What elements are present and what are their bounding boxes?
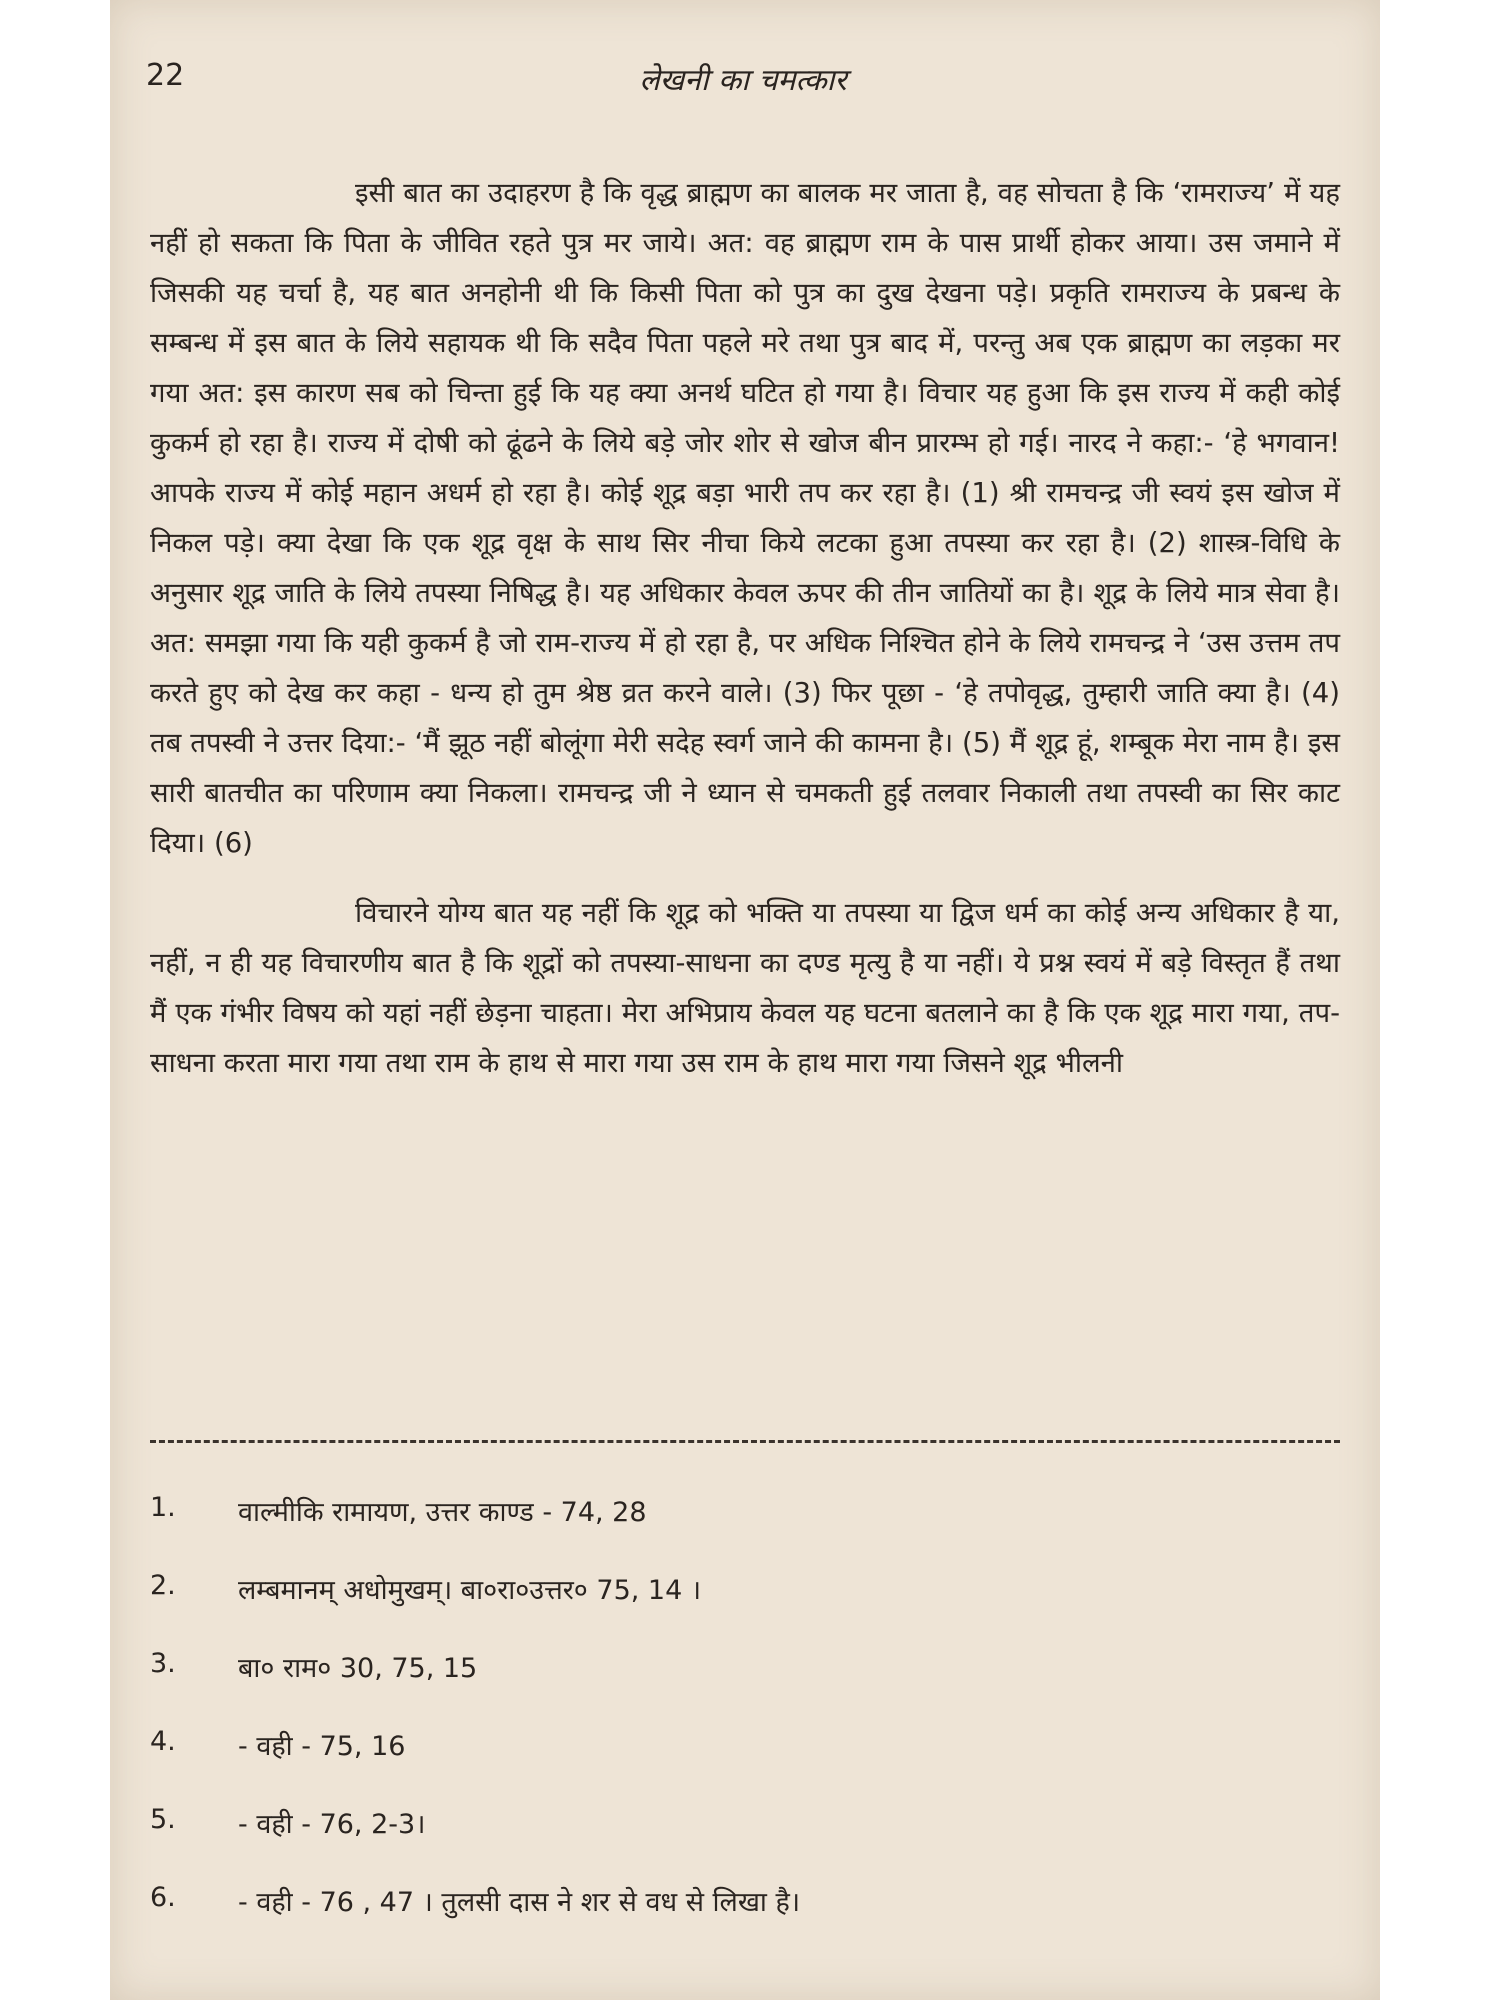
- running-title: लेखनी का चमत्कार: [639, 63, 847, 98]
- footnote: [150, 1882, 1340, 1960]
- footnote-number: 5.: [150, 1804, 176, 1835]
- footnote-text: - वही - 75, 16: [238, 1731, 406, 1762]
- paragraph: इसी बात का उदाहरण है कि वृद्ध ब्राह्मण का बालक मर जाता है, वह सोचता है कि ‘रामराज्य’ में यह नहीं हो सकता कि पिता के जीवित रहते पुत्र मर जाये। अत: वह ब्राह्मण राम के पास प्रार्थी होकर आया। उस जमाने में जिसकी यह चर्चा है, यह बात अनहोनी थी कि किसी पिता को पुत्र का दुख देखना पड़े। प्रकृति रामराज्य के प्रबन्ध के सम्बन्ध में इस बात के लिये सहायक थी कि सदैव पिता पहले मरे तथा पुत्र बाद में, परन्तु अब एक ब्राह्मण का लड़का मर गया अत: इस कारण सब को चिन्ता हुई कि यह क्या अनर्थ घटित हो गया है। विचार यह हुआ कि इस राज्य में कही कोई कुकर्म हो रहा है। राज्य में दोषी को ढूंढने के लिये बड़े जोर शोर से खोज बीन प्रारम्भ हो गई। नारद ने कहा:- ‘हे भगवान! आपके राज्य में कोई महान अधर्म हो रहा है। कोई शूद्र बड़ा भारी तप कर रहा है। (1) श्री रामचन्द्र जी स्वयं इस खोज में निकल पड़े। क्या देखा कि एक शूद्र वृक्ष के साथ सिर नीचा किये लटका हुआ तपस्या कर रहा है। (2) शास्त्र-विधि के अनुसार शूद्र जाति के लिये तपस्या निषिद्ध है। यह अधिकार केवल ऊपर की तीन जातियों का है। शूद्र के लिये मात्र सेवा है। अत: समझा गया कि यही कुकर्म है जो राम-राज्य में हो रहा है, पर अधिक निश्चित होने के लिये रामचन्द्र ने ‘उस उत्तम तप करते हुए को देख कर कहा - धन्य हो तुम श्रेष्ठ व्रत करने वाले। (3) फिर पूछा - ‘हे तपोवृद्ध, तुम्हारी जाति क्या है। (4) तब तपस्वी ने उत्तर दिया:- ‘मैं झूठ नहीं बोलूंगा मेरी सदेह स्वर्ग जाने की कामना है। (5) मैं शूद्र हूं, शम्बूक मेरा नाम है। इस सारी बातचीत का परिणाम क्या निकला। रामचन्द्र जी ने ध्यान से चमकती हुई तलवार निकाली तथा तपस्वी का सिर काट दिया। (6): [150, 177, 1340, 859]
- footnote-text: लम्बमानम् अधोमुखम्। बा०रा०उत्तर० 75, 14 ।: [238, 1575, 702, 1606]
- footnote-text: - वही - 76 , 47 । तुलसी दास ने शर से वध से लिखा है।: [238, 1887, 801, 1918]
- footnote: [150, 1648, 1340, 1726]
- footnote-number: 4.: [150, 1726, 176, 1757]
- footnote-text: - वही - 76, 2-3।: [238, 1809, 426, 1840]
- footnote: [150, 1804, 1340, 1882]
- footnote-number: 6.: [150, 1882, 176, 1913]
- footnote-number: 1.: [150, 1492, 176, 1523]
- page-header: [146, 58, 1340, 108]
- footnote-text: बा० राम० 30, 75, 15: [238, 1653, 478, 1684]
- footnote: [150, 1570, 1340, 1648]
- page-number: 22: [146, 58, 185, 93]
- book-page: [110, 0, 1380, 2000]
- body-text: [150, 168, 1340, 1088]
- footnote-divider: [150, 1440, 1340, 1443]
- paragraph: विचारने योग्य बात यह नहीं कि शूद्र को भक्ति या तपस्या या द्विज धर्म का कोई अन्य अधिकार है या, नहीं, न ही यह विचारणीय बात है कि शूद्रों को तपस्या-साधना का दण्ड मृत्यु है या नहीं। ये प्रश्न स्वयं में बड़े विस्तृत हैं तथा मैं एक गंभीर विषय को यहां नहीं छेड़ना चाहता। मेरा अभिप्राय केवल यह घटना बतलाने का है कि एक शूद्र मारा गया, तप-साधना करता मारा गया तथा राम के हाथ से मारा गया उस राम के हाथ मारा गया जिसने शूद्र भीलनी: [150, 897, 1340, 1079]
- footnote: [150, 1726, 1340, 1804]
- footnotes: [150, 1492, 1340, 1960]
- footnote-text: वाल्मीकि रामायण, उत्तर काण्ड - 74, 28: [238, 1497, 647, 1528]
- footnote-number: 2.: [150, 1570, 176, 1601]
- footnote: [150, 1492, 1340, 1570]
- footnote-number: 3.: [150, 1648, 176, 1679]
